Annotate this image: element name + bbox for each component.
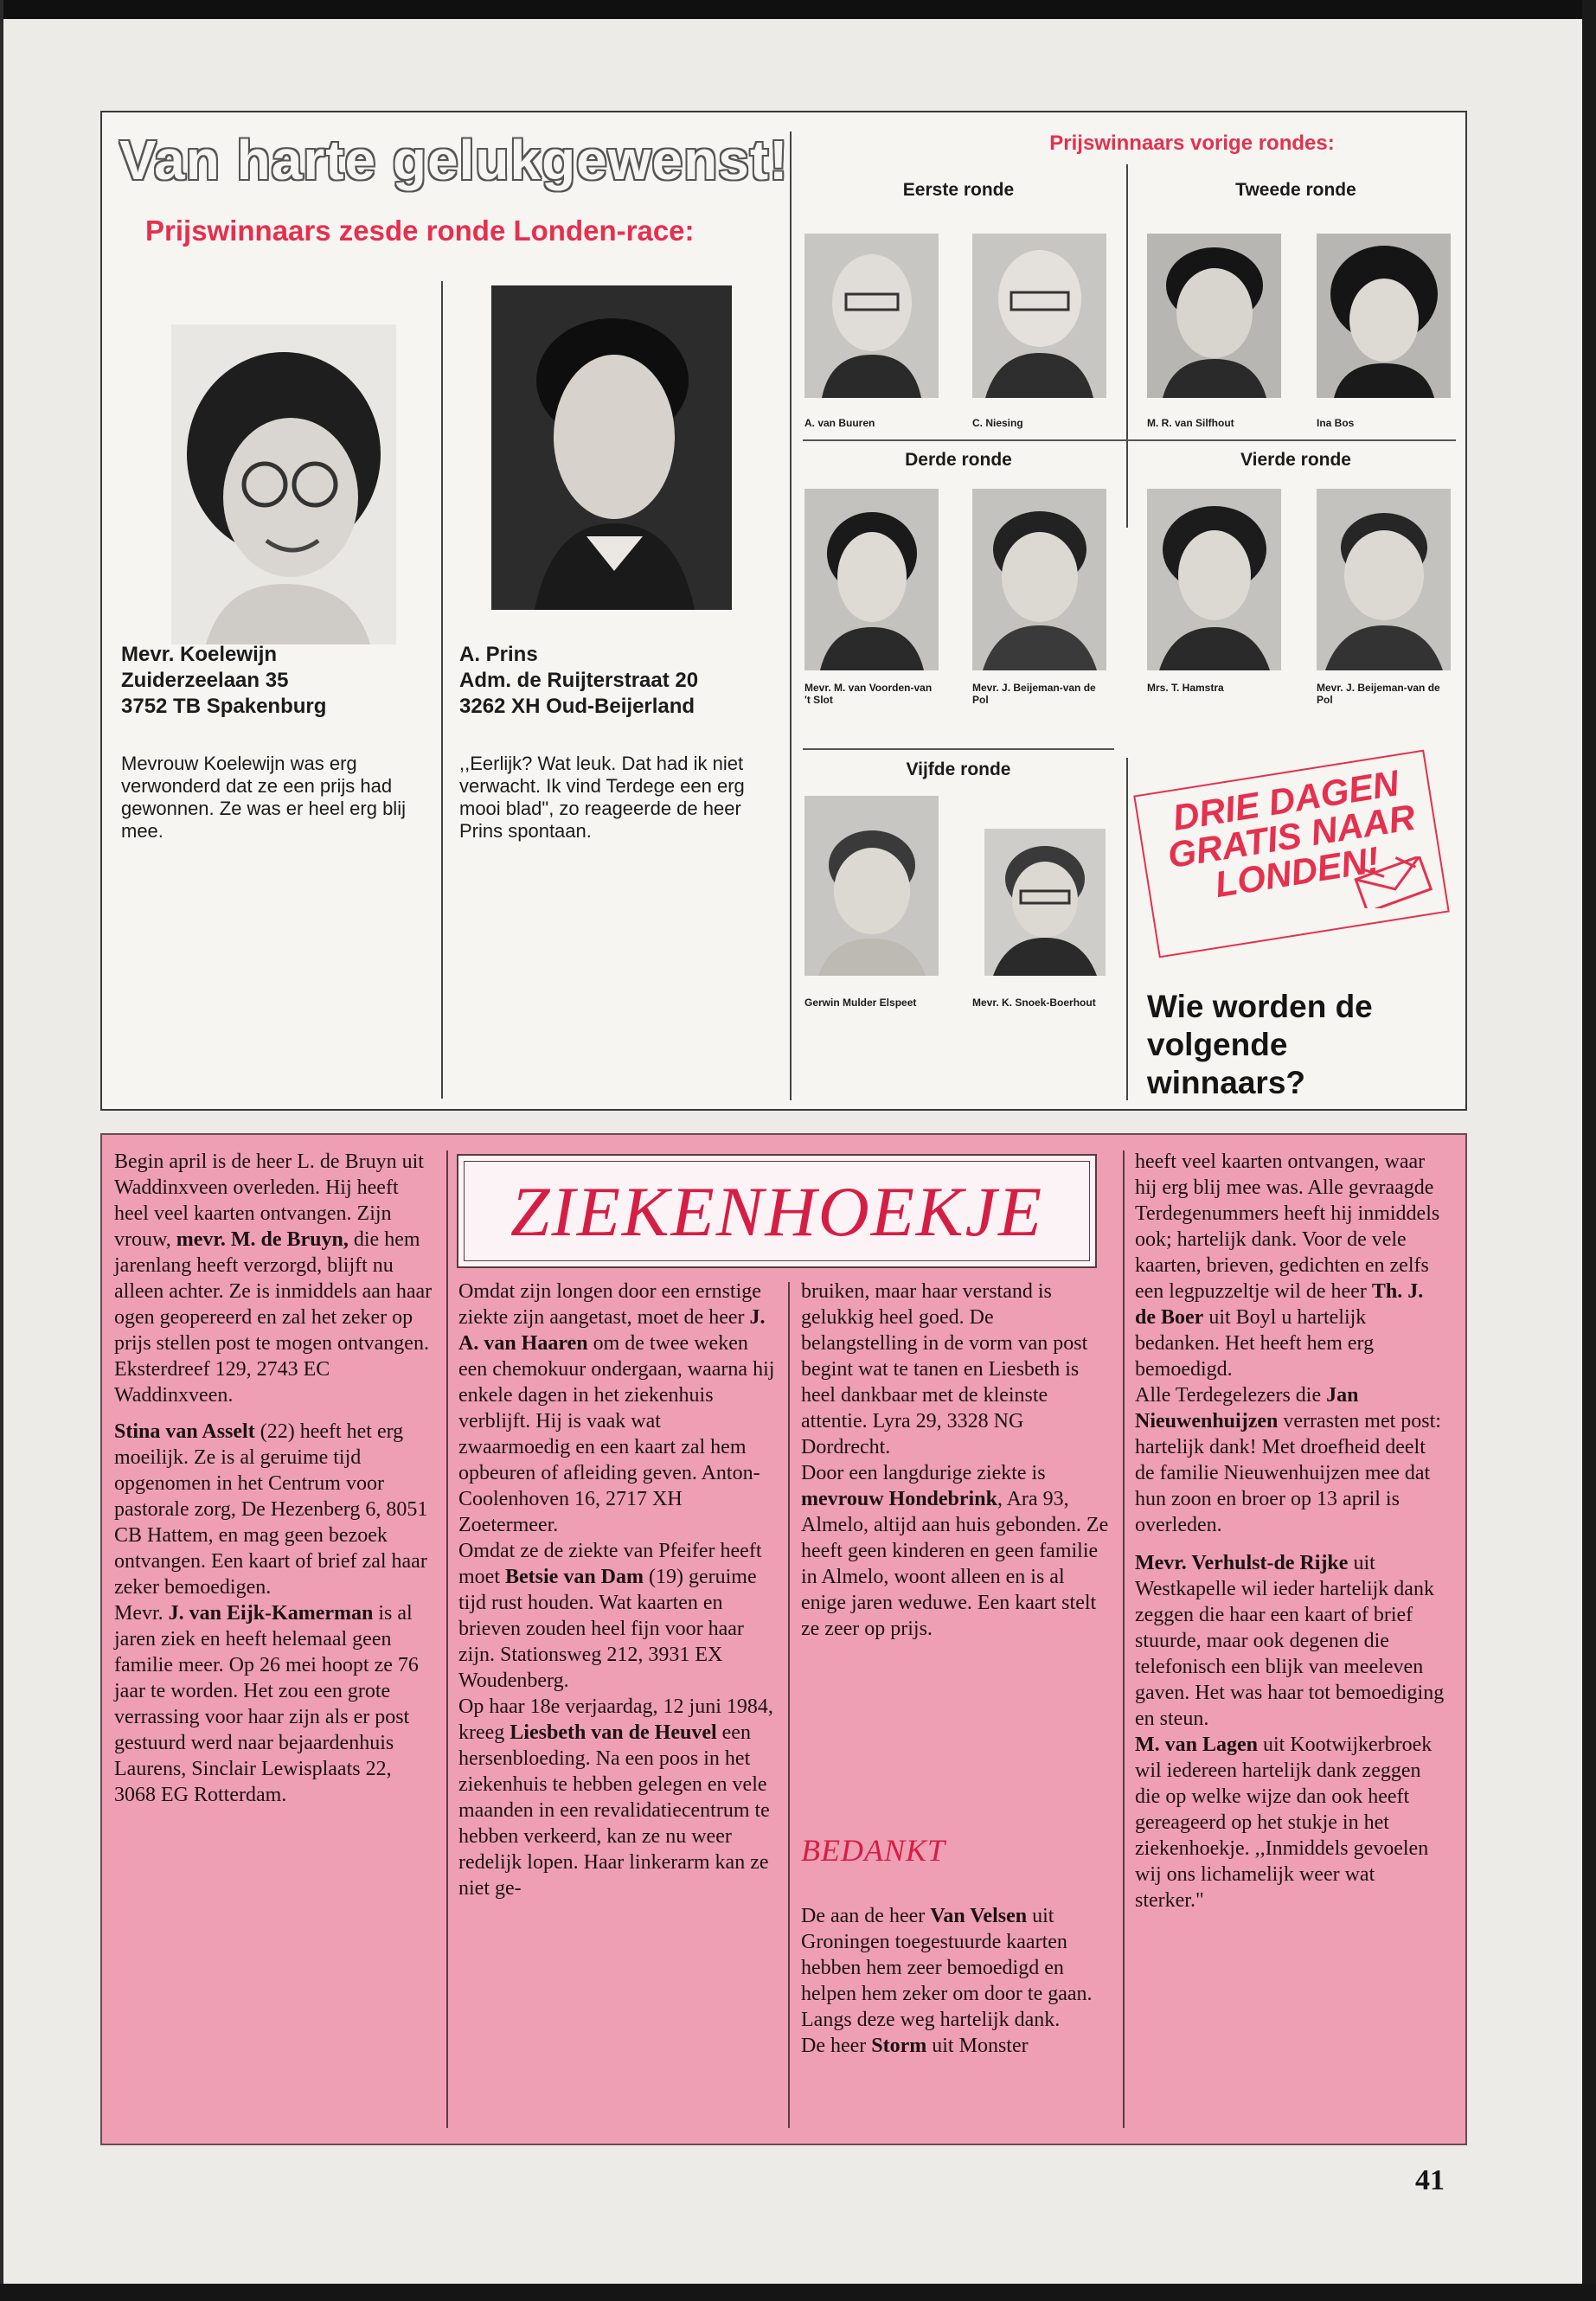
text: heeft veel kaarten ontvangen, waar hij erg blij mee was. Alle gevraagde Terdegenummers heeft hij inmiddels ook; hartelijk dank. Voor de vele kaarten, brieven, gedichten en zelfs een legpuzzeltje wil de heer bbox=[1135, 1150, 1440, 1303]
person-name: mevrouw Hondebrink bbox=[801, 1488, 997, 1510]
divider bbox=[803, 748, 1114, 750]
ziekenhoekje-panel bbox=[100, 1133, 1467, 2145]
headline: Van harte gelukgewenst! bbox=[119, 129, 789, 191]
photo-caption: C. Niesing bbox=[972, 417, 1023, 429]
text: om de twee weken een chemokuur ondergaan, waarna hij enkele dagen in het ziekenhuis verblijft. Hij is vaak wat zwaarmoedig en een kaart zal hem opbeuren of afleiding geven. Anton-Coolenhoven 16, 2717 XH Zoetermeer. bbox=[458, 1332, 775, 1536]
page-edge-top bbox=[0, 0, 1596, 19]
promo-text: DRIE DAGEN GRATIS NAAR LONDEN! bbox=[1164, 762, 1419, 906]
person-name: mevr. M. de Bruyn, bbox=[176, 1228, 349, 1251]
paragraph bbox=[114, 1419, 434, 1600]
paragraph bbox=[1135, 1149, 1448, 1382]
column-rule bbox=[788, 1282, 790, 2128]
paragraph bbox=[801, 1903, 1112, 2033]
winner-city-line: 3262 XH Oud-Beijerland bbox=[459, 695, 695, 718]
winner-city-line: 3752 TB Spakenburg bbox=[121, 695, 327, 718]
winner-thumbnail bbox=[1317, 234, 1451, 398]
winner-name-line: Mevr. Koelewijn bbox=[121, 643, 278, 666]
portrait-woman-icon bbox=[1317, 234, 1451, 398]
round-title: Eerste ronde bbox=[902, 180, 1015, 200]
winner-thumbnail bbox=[972, 234, 1106, 398]
paragraph bbox=[114, 1149, 434, 1408]
portrait-man-icon bbox=[1147, 234, 1281, 398]
page-edge-bottom bbox=[0, 2284, 1596, 2301]
text: Alle Terdegelezers die bbox=[1135, 1384, 1327, 1407]
paragraph bbox=[114, 1600, 434, 1808]
previous-rounds-title: Prijswinnaars vorige rondes: bbox=[1049, 131, 1335, 155]
winner-address-line: Adm. de Ruijterstraat 20 bbox=[459, 669, 699, 692]
page-edge-right bbox=[1582, 0, 1596, 2301]
winner-thumbnail bbox=[1147, 234, 1281, 398]
portrait-woman-icon bbox=[984, 829, 1106, 976]
photo-caption: Ina Bos bbox=[1317, 417, 1355, 429]
text: (22) heeft het erg moeilijk. Ze is al geruime tijd opgenomen in het Centrum voor pastorale zorg, De Hezenberg 6, 8051 CB Hattem, en mag geen bezoek ontvangen. Een kaart of brief zal haar zeker bemoedigen. bbox=[114, 1420, 428, 1599]
text: een hersenbloeding. Na een poos in het ziekenhuis te hebben gelegen en vele maanden in een revalidatiecentrum te hebben verkeerd, kan ze nu weer redelijk lopen. Haar linkerarm kan ze niet ge- bbox=[458, 1721, 770, 1900]
winner-address-line: Zuiderzeelaan 35 bbox=[121, 669, 289, 692]
portrait-man-icon bbox=[972, 234, 1106, 398]
photo-caption: Mevr. K. Snoek-Boerhout bbox=[972, 997, 1096, 1009]
photo-caption: Mevr. J. Beijeman-van de Pol bbox=[972, 682, 1096, 706]
text: , Ara 93, Almelo, altijd aan huis gebonden. Ze heeft geen kinderen en geen familie in Almelo, woont alleen en is al enige jaren weduwe. Een kaart stelt ze zeer op prijs. bbox=[801, 1488, 1109, 1640]
column-rule bbox=[1123, 1150, 1125, 2128]
paragraph bbox=[458, 1694, 777, 1901]
round-title: Vijfde ronde bbox=[906, 760, 1011, 779]
person-name: Storm bbox=[871, 2035, 927, 2057]
person-name: Betsie van Dam bbox=[505, 1566, 644, 1588]
text: uit Groningen toegestuurde kaarten hebben hem zeer bemoedigd en helpen hem zeker om door te gaan. Langs deze weg hartelijk dank. bbox=[801, 1905, 1093, 2031]
portrait-woman-icon bbox=[804, 489, 939, 670]
text: Begin april is de heer L. de Bruyn uit Waddinxveen overleden. Hij heeft heel veel kaarten ontvangen. Zijn vrouw, bbox=[114, 1150, 424, 1251]
text: (19) geruime tijd rust houden. Wat kaarten en brieven zouden heel fijn voor haar zijn. Stationsweg 212, 3931 EX Woudenberg. bbox=[458, 1566, 757, 1692]
winners-panel bbox=[100, 111, 1467, 1111]
round-title: Derde ronde bbox=[905, 450, 1012, 470]
text: Omdat ze de ziekte van Pfeifer heeft moet bbox=[458, 1540, 762, 1588]
winner-photo bbox=[171, 324, 396, 644]
person-name: Van Velsen bbox=[930, 1905, 1028, 1927]
text: die hem jarenlang heeft verzorgd, blijft nu alleen achter. Ze is inmiddels aan haar ogen geopereerd en zal het zeker op prijs stellen post te mogen ontvangen. Eksterdreef 129, 2743 EC Waddinxveen. bbox=[114, 1228, 433, 1407]
section-title: ZIEKENHOEKJE bbox=[464, 1161, 1090, 1261]
text: is al jaren ziek en heeft helemaal geen familie meer. Op 26 mei hoopt ze 76 jaar te worden. Het zou een grote verrassing voor haar zijn als er post gestuurd werd naar bejaardenhuis Laurens, Sinclair Lewisplaats 22, 3068 EG Rotterdam. bbox=[114, 1602, 419, 1806]
text: Door een langdurige ziekte is bbox=[801, 1462, 1046, 1484]
winner-photo bbox=[491, 285, 732, 610]
paragraph bbox=[1135, 1550, 1448, 1732]
paragraph bbox=[458, 1279, 777, 1538]
envelope-icon bbox=[1352, 856, 1435, 908]
winner-thumbnail bbox=[984, 829, 1106, 976]
portrait-man-icon bbox=[491, 285, 732, 610]
section-title-box bbox=[457, 1154, 1097, 1268]
page-edge-left bbox=[0, 0, 3, 2301]
text: verrasten met post: hartelijk dank! Met droefheid deelt de familie Nieuwenhuijzen mee dat hun zoon en broer op 13 april is overleden. bbox=[1135, 1410, 1441, 1536]
winner-name-line: A. Prins bbox=[459, 643, 538, 666]
person-name: Mevr. Verhulst-de Rijke bbox=[1135, 1552, 1349, 1574]
photo-caption: Mevr. M. van Voorden-van 't Slot bbox=[804, 682, 933, 706]
text: De heer bbox=[801, 2035, 872, 2057]
person-name: Jan Nieuwenhuijzen bbox=[1135, 1384, 1359, 1433]
portrait-woman-icon bbox=[1317, 489, 1451, 670]
article-column-3 bbox=[801, 1279, 1112, 1642]
article-column-2 bbox=[458, 1279, 777, 1901]
winner-quote: Mevrouw Koelewijn was erg verwonderd dat ze een prijs had gewonnen. Ze was er heel erg blij mee. bbox=[121, 753, 406, 842]
paragraph bbox=[801, 1460, 1112, 1642]
winner-quote: ,,Eerlijk? Wat leuk. Dat had ik niet verwacht. Ik vind Terdege een erg mooi blad", zo reageerde de heer Prins spontaan. bbox=[459, 753, 745, 842]
winner-thumbnail bbox=[804, 234, 939, 398]
photo-caption: Mevr. J. Beijeman-van de Pol bbox=[1317, 682, 1440, 706]
text: uit Westkapelle wil ieder hartelijk dank zeggen die haar een kaart of brief stuurde, maar ook degenen die telefonisch een blijk van meeleven gaven. Het was haar tot bemoediging en steun. bbox=[1135, 1552, 1445, 1730]
paragraph bbox=[1135, 1732, 1448, 1913]
column-divider bbox=[1126, 164, 1128, 528]
photo-caption: M. R. van Silfhout bbox=[1147, 417, 1234, 429]
promo-stamp bbox=[1127, 754, 1456, 971]
portrait-woman-icon bbox=[1147, 489, 1281, 670]
page-number: 41 bbox=[1415, 2164, 1445, 2196]
person-name: M. van Lagen bbox=[1135, 1734, 1259, 1756]
column-divider bbox=[441, 281, 443, 1099]
column-divider bbox=[790, 131, 792, 1100]
portrait-boy-icon bbox=[804, 796, 939, 976]
winner-thumbnail bbox=[1317, 489, 1451, 670]
winner-name bbox=[121, 642, 415, 720]
text: Omdat zijn longen door een ernstige ziekte zijn aangetast, moet de heer bbox=[458, 1280, 761, 1329]
person-name: Liesbeth van de Heuvel bbox=[510, 1721, 717, 1744]
round-title: Vierde ronde bbox=[1240, 450, 1351, 470]
person-name: J. A. van Haaren bbox=[458, 1306, 766, 1355]
column-rule bbox=[446, 1150, 448, 2128]
paragraph: bruiken, maar haar verstand is gelukkig heel goed. De belangstelling in de vorm van post begint wat te tanen en Liesbeth is heel dankbaar met de kleinste attentie. Lyra 29, 3328 NG Dordrecht. bbox=[801, 1280, 1088, 1458]
text: uit Monster bbox=[926, 2035, 1029, 2057]
paragraph bbox=[801, 2033, 1112, 2059]
article-column-1 bbox=[114, 1149, 434, 1808]
text: Op haar 18e verjaardag, 12 juni 1984, kreeg bbox=[458, 1695, 773, 1744]
person-name: Stina van Asselt bbox=[114, 1420, 255, 1443]
winner-thumbnail bbox=[804, 489, 939, 670]
text: Mevr. bbox=[114, 1602, 169, 1625]
paragraph bbox=[458, 1538, 777, 1694]
subhead: Prijswinnaars zesde ronde Londen-race: bbox=[145, 215, 695, 247]
portrait-woman-icon bbox=[171, 324, 396, 644]
person-name: Th. J. de Boer bbox=[1135, 1280, 1424, 1329]
next-winners-question: Wie worden de volgende winnaars? bbox=[1147, 989, 1373, 1100]
paragraph bbox=[1135, 1382, 1448, 1538]
person-name: J. van Eijk-Kamerman bbox=[168, 1602, 374, 1625]
portrait-man-icon bbox=[804, 234, 939, 398]
winner-thumbnail bbox=[1147, 489, 1281, 670]
bedankt-heading: BEDANKT bbox=[801, 1833, 946, 1868]
photo-caption: Gerwin Mulder Elspeet bbox=[804, 997, 917, 1009]
text: uit Kootwijkerbroek wil iedereen hartelijk dank zeggen die op welke wijze dan ook heeft gereageerd op het stukje in het ziekenhoekje. ,,Inmiddels gevoelen wij ons lichamelijk weer wat sterker." bbox=[1135, 1734, 1433, 1912]
article-column-4 bbox=[1135, 1149, 1448, 1913]
text: uit Boyl u hartelijk bedanken. Het heeft hem erg bemoedigd. bbox=[1135, 1306, 1375, 1381]
bedankt-column bbox=[801, 1903, 1112, 2059]
divider bbox=[803, 439, 1456, 441]
winner-thumbnail bbox=[972, 489, 1106, 670]
text: De aan de heer bbox=[801, 1905, 931, 1927]
photo-caption: Mrs. T. Hamstra bbox=[1147, 682, 1224, 694]
photo-caption: A. van Buuren bbox=[804, 417, 875, 429]
portrait-woman-icon bbox=[972, 489, 1106, 670]
winner-name bbox=[459, 642, 779, 720]
winner-thumbnail bbox=[804, 796, 939, 976]
round-title: Tweede ronde bbox=[1235, 180, 1356, 200]
